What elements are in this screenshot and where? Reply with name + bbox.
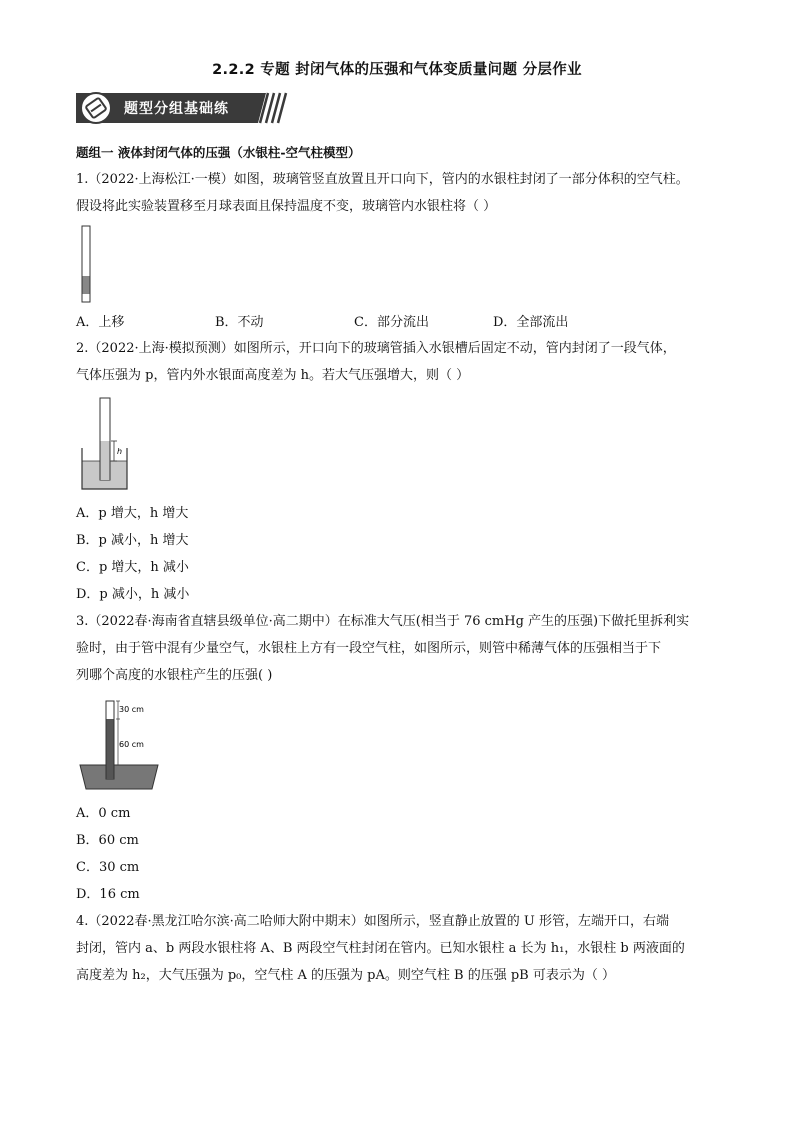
option-c[interactable]: C．部分流出 xyxy=(354,315,429,330)
question-1-line2: 假设将此实验装置移至月球表面且保持温度不变，玻璃管内水银柱将（ ） xyxy=(76,199,497,214)
group-heading: 题组一 液体封闭气体的压强（水银柱-空气柱模型） xyxy=(76,145,361,160)
question-3 xyxy=(76,608,736,689)
option-d[interactable]: D．16 cm xyxy=(76,887,140,902)
figure-label-h: h xyxy=(117,447,123,456)
question-2-line1: 2.（2022·上海·模拟预测）如图所示，开口向下的玻璃管插入水银槽后固定不动，管内封闭了一段气体， xyxy=(76,341,676,356)
question-3-line3: 列哪个高度的水银柱产生的压强( ) xyxy=(76,668,273,683)
question-3-options xyxy=(76,800,736,908)
option-d[interactable]: D．全部流出 xyxy=(493,315,569,330)
option-b[interactable]: B．60 cm xyxy=(76,833,139,848)
figure-label-30cm: 30 cm xyxy=(119,705,144,714)
question-4-line1: 4.（2022春·黑龙江哈尔滨·高二哈师大附中期末）如图所示，竖直静止放置的 U 形管，左端开口，右端 xyxy=(76,914,669,929)
question-1-figure xyxy=(76,224,96,304)
question-3-line2: 验时，由于管中混有少量空气，水银柱上方有一段空气柱，如图所示，则管中稀薄气体的压强相当于下 xyxy=(76,641,662,656)
question-2-options xyxy=(76,500,736,608)
question-4 xyxy=(76,908,736,989)
option-a[interactable]: A．p 增大，h 增大 xyxy=(76,506,189,521)
question-1-options xyxy=(76,311,636,330)
question-1-line1: 1.（2022·上海松江·一模）如图，玻璃管竖直放置且开口向下，管内的水银柱封闭了一部分体积的空气柱。 xyxy=(76,172,689,187)
option-b[interactable]: B．p 减小，h 增大 xyxy=(76,533,189,548)
option-c[interactable]: C．p 增大，h 减小 xyxy=(76,560,189,575)
option-c[interactable]: C．30 cm xyxy=(76,860,140,875)
question-4-line3: 高度差为 h₂，大气压强为 p₀，空气柱 A 的压强为 pA。则空气柱 B 的压强 pB 可表示为（ ） xyxy=(76,968,615,983)
option-a[interactable]: A．0 cm xyxy=(76,806,131,821)
question-2-figure xyxy=(76,396,132,492)
banner-title: 题型分组基础练 xyxy=(124,101,229,117)
question-4-line2: 封闭，管内 a、b 两段水银柱将 A、B 两段空气柱封闭在管内。已知水银柱 a 长为 h₁，水银柱 b 两液面的 xyxy=(76,941,685,956)
question-3-figure xyxy=(76,699,162,791)
option-a[interactable]: A．上移 xyxy=(76,315,125,330)
question-2-line2: 气体压强为 p，管内外水银面高度差为 h。若大气压强增大，则（ ） xyxy=(76,368,470,383)
page-title: 2.2.2 专题 封闭气体的压强和气体变质量问题 分层作业 xyxy=(212,62,582,78)
question-3-line1: 3.（2022春·海南省直辖县级单位·高二期中）在标准大气压(相当于 76 cmHg 产生的压强)下做托里拆利实 xyxy=(76,614,690,629)
option-b[interactable]: B．不动 xyxy=(215,315,264,330)
figure-label-60cm: 60 cm xyxy=(119,740,144,749)
option-d[interactable]: D．p 减小，h 减小 xyxy=(76,587,190,602)
question-1 xyxy=(76,166,736,220)
question-2 xyxy=(76,335,736,389)
